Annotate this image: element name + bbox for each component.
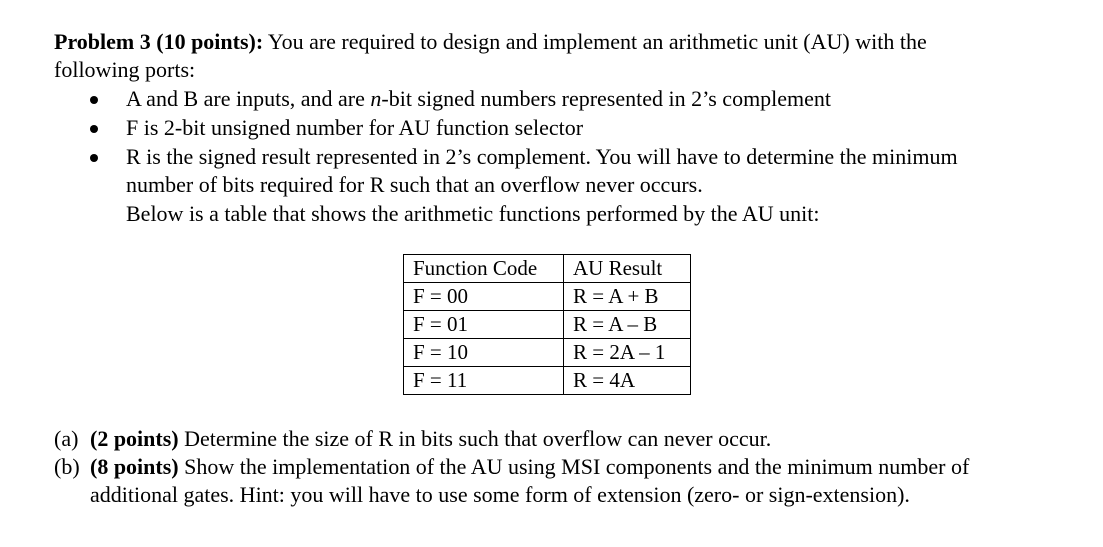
part-b-text: Show the implementation of the AU using MSI components and the minimum number of <box>178 454 970 479</box>
table-intro: Below is a table that shows the arithmetic functions performed by the AU unit: <box>126 201 820 226</box>
bullet-item-3-line2: number of bits required for R such that an overflow never occurs. <box>126 172 703 197</box>
bullet-1-post: -bit signed numbers represented in 2’s complement <box>381 86 832 111</box>
au-function-table <box>403 254 691 395</box>
table-header-function-code: Function Code <box>404 255 564 283</box>
bullet-item-1 <box>126 85 831 113</box>
part-b <box>90 453 969 481</box>
table-cell-code: F = 00 <box>404 283 564 311</box>
bullet-item-3-line1: R is the signed result represented in 2’s complement. You will have to determine the minimum <box>126 144 958 169</box>
part-b-points: (8 points) <box>90 454 179 479</box>
bullet-dot-1 <box>90 96 98 104</box>
table-header-row <box>404 255 691 283</box>
table-header-au-result: AU Result <box>564 255 691 283</box>
table-row <box>404 311 691 339</box>
bullet-1-italic: n <box>370 86 382 111</box>
problem-intro-line2: following ports: <box>54 57 196 82</box>
table-cell-code: F = 01 <box>404 311 564 339</box>
problem-intro-text: You are required to design and implement an arithmetic unit (AU) with the <box>267 29 927 54</box>
bullet-1-pre: A and B are inputs, and are <box>126 86 371 111</box>
table-cell-result: R = 2A – 1 <box>564 339 691 367</box>
table-cell-result: R = A + B <box>564 283 691 311</box>
bullet-dot-2 <box>90 125 98 133</box>
problem-intro-line1 <box>54 28 927 56</box>
table-cell-result: R = 4A <box>564 367 691 395</box>
part-a-text: Determine the size of R in bits such that overflow can never occur. <box>178 426 772 451</box>
table-cell-result: R = A – B <box>564 311 691 339</box>
problem-heading: Problem 3 (10 points): <box>54 29 264 54</box>
bullet-dot-3 <box>90 154 98 162</box>
table-row <box>404 367 691 395</box>
part-a-label: (a) <box>54 426 79 451</box>
part-b-label: (b) <box>54 454 80 479</box>
part-b-line2: additional gates. Hint: you will have to use some form of extension (zero- or sign-extension). <box>90 482 910 507</box>
table-row <box>404 283 691 311</box>
part-a-points: (2 points) <box>90 426 179 451</box>
bullet-item-2: F is 2-bit unsigned number for AU function selector <box>126 115 584 140</box>
part-a <box>90 425 771 453</box>
table-cell-code: F = 10 <box>404 339 564 367</box>
table-cell-code: F = 11 <box>404 367 564 395</box>
table-row <box>404 339 691 367</box>
